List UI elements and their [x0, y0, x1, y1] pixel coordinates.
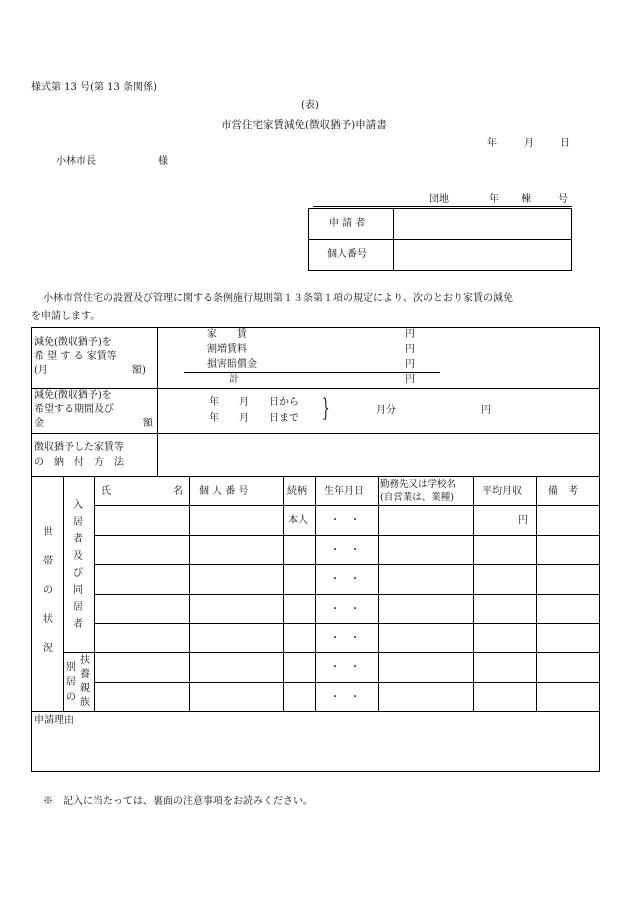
row-rule-6: [63, 652, 600, 653]
payment-label-2: の 納 付 方 法: [34, 457, 124, 468]
rent-item-surcharge: 割増賃料: [207, 344, 247, 355]
payment-method-input[interactable]: [160, 437, 596, 473]
addressee-name: 小林市長: [56, 156, 96, 167]
payment-label-1: 徴収猶予した家賃等: [34, 442, 124, 453]
rent-label-3b: 額): [132, 365, 146, 376]
rent-unit-2: 円: [405, 344, 415, 355]
addressee-honorific: 様: [158, 156, 168, 167]
row-rule-5: [94, 623, 600, 624]
rent-label-1: 減免(徴収猶予)を: [34, 337, 112, 348]
separate-label-a: 別居の: [66, 662, 76, 703]
header-personal-number: 個 人 番 号: [199, 486, 249, 497]
label-col-divider: [157, 327, 158, 476]
birth-dots-2[interactable]: ・ ・: [330, 545, 360, 556]
date-month[interactable]: 月: [524, 138, 534, 149]
applicant-box-vdivider: [393, 208, 394, 271]
period-months[interactable]: 月分: [376, 405, 396, 416]
birth-dots-6[interactable]: ・ ・: [330, 662, 360, 673]
birth-dots-3[interactable]: ・ ・: [330, 574, 360, 585]
housing-danchi: 団地: [429, 194, 449, 205]
form-number: 様式第 13 号(第 13 条関係): [31, 82, 157, 93]
housing-mune: 棟: [521, 194, 531, 205]
rule-rent-bottom: [31, 388, 600, 389]
rule-household-bottom: [31, 711, 600, 712]
rent-label-3a: (月: [34, 365, 48, 376]
header-relation: 続柄: [287, 486, 307, 497]
applicant-box-divider: [308, 239, 572, 240]
reason-input[interactable]: [34, 730, 596, 768]
row-rule-1: [94, 505, 600, 506]
period-label-1: 減免(徴収猶予)を: [34, 390, 112, 401]
personal-number-input[interactable]: [396, 242, 569, 268]
header-work-1: 勤務先又は学校名: [380, 479, 457, 490]
header-work-2: (自営業は、業種): [380, 492, 454, 503]
side-label: (表): [301, 100, 319, 111]
intro-line-2: を申請します。: [31, 311, 101, 322]
rent-unit-4: 円: [405, 374, 415, 385]
housing-go: 号: [558, 194, 568, 205]
header-name-a: 氏: [101, 486, 111, 497]
header-income: 平均月収: [482, 486, 522, 497]
header-name-b: 名: [173, 486, 183, 497]
footnote: ※ 記入に当たっては、裏面の注意事項をお読みください。: [43, 796, 313, 807]
rule-period-bottom: [31, 433, 600, 434]
birth-dots-5[interactable]: ・ ・: [330, 633, 360, 644]
rent-label-2: 希 望 す る 家賃等: [34, 351, 117, 362]
row-rule-7: [94, 682, 600, 683]
row-rule-2: [94, 535, 600, 536]
period-from[interactable]: 年 月 日から: [209, 397, 299, 408]
rent-item-total: 計: [229, 374, 239, 385]
period-label-3a: 金: [34, 418, 44, 429]
reason-label: 申請理由: [34, 715, 74, 726]
housing-nen: 年: [489, 194, 499, 205]
personal-number-label: 個人番号: [327, 249, 367, 260]
page-title: 市営住宅家賃減免(徴収猶予)申請書: [221, 119, 387, 131]
row1-relation: 本人: [288, 515, 308, 526]
period-label-2: 希望する期間及び: [34, 404, 114, 415]
birth-dots-1[interactable]: ・ ・: [330, 515, 360, 526]
applicant-input[interactable]: [396, 211, 569, 237]
date-day[interactable]: 日: [560, 138, 570, 149]
header-birth: 生年月日: [324, 486, 364, 497]
row-rule-3: [94, 564, 600, 565]
row-rule-4: [94, 594, 600, 595]
applicant-label: 申 請 者: [329, 218, 366, 229]
right-brace-icon: }: [322, 394, 330, 422]
household-status-label: 世帯の状況: [43, 527, 53, 654]
rent-unit-3: 円: [405, 359, 415, 370]
rent-total-rule: [184, 372, 440, 373]
header-remarks: 備 考: [548, 486, 578, 497]
separate-label-b: 扶養親族: [80, 655, 90, 708]
period-yen: 円: [481, 405, 491, 416]
household-outer-divider: [63, 476, 64, 711]
rent-item-rent: 家 賃: [207, 329, 247, 340]
birth-dots-4[interactable]: ・ ・: [330, 604, 360, 615]
period-label-3b: 額: [143, 418, 153, 429]
cohabitant-label: 入居者及び同居者: [73, 500, 83, 630]
intro-line-1: 小林市営住宅の設置及び管理に関する条例施行規則第１３条第１項の規定により、次のとおり家賃の減免: [43, 293, 513, 304]
rent-unit-1: 円: [405, 329, 415, 340]
date-year[interactable]: 年: [487, 138, 497, 149]
period-to[interactable]: 年 月 日まで: [209, 413, 299, 424]
rent-item-damages: 損害賠償金: [207, 359, 257, 370]
birth-dots-7[interactable]: ・ ・: [330, 692, 360, 703]
housing-underline: [313, 206, 572, 207]
row1-income-unit: 円: [518, 515, 528, 526]
